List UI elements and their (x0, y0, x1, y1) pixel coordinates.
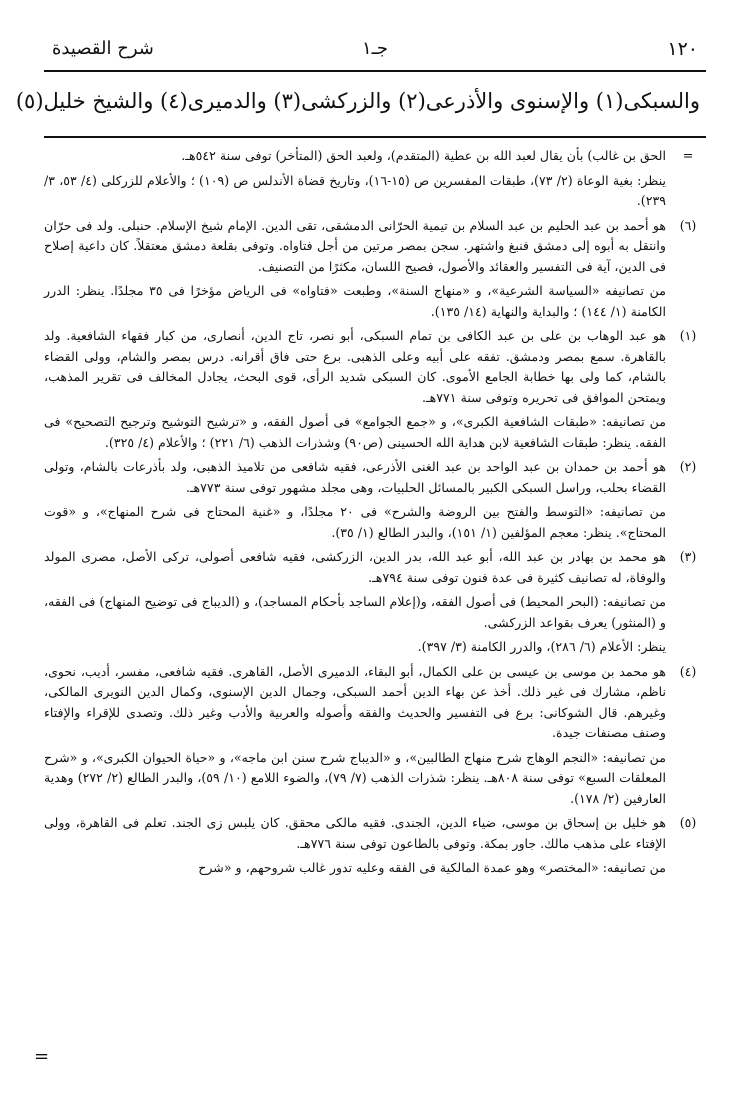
footnote (44, 216, 706, 323)
volume-label: جـ١ (361, 38, 389, 59)
continuation-mark: = (34, 1046, 50, 1067)
footnote-number: (٥) (679, 815, 697, 830)
poem-verse: والسبكى(١) والإسنوى والأذرعى(٢) والزركشى(٣) والدميرى(٤) والشيخ خليل(٥) (15, 89, 700, 113)
footnote-number: (٤) (679, 663, 697, 679)
footnote (44, 326, 706, 453)
footnote-text: الحق بن غالب) بأن يقال لعبد الله بن عطية (المتقدم)، ولعبد الحق (المتأخر) توفى سنة ٥٤٢هـ. (181, 148, 666, 163)
page-number: ١٢٠ (667, 38, 698, 60)
footnote (44, 457, 706, 543)
footnote (44, 146, 706, 212)
footnote-text: هو خليل بن إسحاق بن موسى، ضياء الدين، الجندى. فقيه مالكى محقق. كان يلبس زى الجند. تعلم فى القاهرة، وولى الإفتاء على مذهب مالك. جاور بمكة. وتوفى بالطاعون توفى سنة ٧٧٦هـ. (44, 815, 666, 851)
footnote-text: هو أحمد بن حمدان بن عبد الواحد بن عبد الغنى الأذرعى، فقيه شافعى من تلاميذ الذهبى، ولد بأذرعات بالشام، وتولى القضاء بحلب، وراسل السبكى الكبير بالمسائل الحلبيات، وهى مجلد مشهور توفى سنة ٧٧٣هـ. (44, 459, 666, 495)
header-rule (44, 70, 706, 72)
footnote-number: = (682, 148, 694, 163)
footnote-text: من تصانيفه «السياسة الشرعية»، و «منهاج السنة»، وطبعت «فتاواه» فى الرياض مؤخرًا فى ٣٥ مجلدًا. ينظر: الدرر الكامنة (١/ ١٤٤) ؛ والبداية والنهاية (١٤/ ١٣٥). (44, 283, 666, 319)
footnote (44, 813, 706, 879)
footnote-text: من تصانيفه: «النجم الوهاج شرح منهاج الطالبين»، و «الديباج شرح سنن ابن ماجه»، و «حياة الحيوان الكبرى»، و «شرح المعلقات السبع» توفى سنة ٨٠٨هـ. ينظر: شذرات الذهب (٧/ ٧٩)، والضوء اللامع (١٠/ ٥٩)، والبدر الطالع (٢/ ٢٧٢) وهدية العارفين (٢/ ١٧٨). (44, 749, 667, 806)
footnote-text: هو محمد بن بهادر بن عبد الله، أبو عبد الله، بدر الدين، الزركشى، فقيه شافعى أصولى، تركى الأصل، مصرى المولد والوفاة، له تصانيف كثيرة فى عدة فنون توفى سنة ٧٩٤هـ. (44, 549, 666, 585)
footnote-separator (44, 136, 706, 138)
footnote-text: من تصانيفه: «التوسط والفتح بين الروضة والشرح» فى ٢٠ مجلدًا، و «غنية المحتاج فى شرح المنهاج»، و «قوت المحتاج». ينظر: معجم المؤلفين (١/ ١٥١)، والبدر الطالع (١/ ٣٥). (44, 504, 666, 540)
footnote-text: هو محمد بن موسى بن عيسى بن على الكمال، أبو البقاء، الدميرى الأصل، القاهرى. فقيه شافعى، مفسر، أديب، نحوى، ناظم، مشارك فى غير ذلك. أخذ عن بهاء الدين أحمد السبكى، وجمال الدين الإسنوى، وكمال الدين النويرى المالكى، وغيرهم. قال الشوكانى: برع فى التفسير والحديث والفقه وأصوله والعربية والأدب وغير ذلك. وتصدى للإقراء والإفتاء وصنف مصنفات جيدة. (44, 663, 666, 740)
book-title: شرح القصيدة (52, 38, 154, 59)
footnote (44, 662, 706, 810)
footnote-number: (٣) (679, 549, 697, 564)
footnote (44, 547, 706, 658)
footnote-number: (١) (679, 328, 697, 343)
footnote-text: من تصانيفه: «طبقات الشافعية الكبرى»، و «جمع الجوامع» فى أصول الفقه، و «ترشيح التوشيح وترجيح التصحيح» فى الفقه. ينظر: طبقات الشافعية لابن هداية الله الحسينى (ص٩٠) وشذرات الذهب (٦/ ٢٢١) ؛ والأعلام (٤/ ٣٢٥). (44, 414, 666, 450)
footnote-text: ينظر: بغية الوعاة (٢/ ٧٣)، طبقات المفسرين ص (١٥-١٦)، وتاريخ قضاة الأندلس ص (١٠٩) ؛ والأعلام للزركلى (٤/ ٥٣، ٣/ ٢٣٩). (44, 172, 666, 208)
footnote-text: هو عبد الوهاب بن على بن عبد الكافى بن تمام السبكى، أبو نصر، تاج الدين، أنصارى، من كبار فقهاء الشافعية. ولد بالقاهرة. سمع بمصر ودمشق. تفقه على أبيه وعلى الذهبى. برع حتى فاق أقرانه. درس بمصر والشام، وولى القضاء بالشام، كما ولى بها خطابة الجامع الأموى. كان السبكى شديد الرأى، قوى البحث، يجادل المخالف فى تقرير المذهب، ويمتحن الموافق فى تحريره وتوفى سنة ٧٧١هـ. (44, 328, 666, 405)
footnote-text: ينظر: الأعلام (٦/ ٢٨٦)، والدرر الكامنة (٣/ ٣٩٧). (417, 639, 666, 654)
footnote-text: هو أحمد بن عبد الحليم بن عبد السلام بن تيمية الحرّانى الدمشقى، تقى الدين. الإمام شيخ الإسلام. حنبلى. ولد فى حرّان وانتقل به أبوه إلى دمشق فنبغ واشتهر. سجن بمصر مرتين من أجل فتاواه. وتوفى بقلعة دمشق معتقلاً. كان داعية إصلاح فى الدين، آية فى التفسير والعقائد والأصول، فصيح اللسان، مكثرًا من التصنيف. (44, 217, 666, 274)
footnote-number: (٢) (679, 459, 697, 474)
footnote-number: (٦) (679, 217, 697, 233)
footnote-text: من تصانيفه: (البحر المحيط) فى أصول الفقه، و(إعلام الساجد بأحكام المساجد)، و (الديباج فى توضيح المنهاج) فى الفقه، و (المنثور) يعرف بقواعد الزركشى. (44, 594, 666, 630)
footnotes (44, 146, 706, 883)
footnote-text: من تصانيفه: «المختصر» وهو عمدة المالكية فى الفقه وعليه تدور غالب شروحهم، و «شرح (198, 860, 666, 875)
running-header (44, 38, 706, 66)
